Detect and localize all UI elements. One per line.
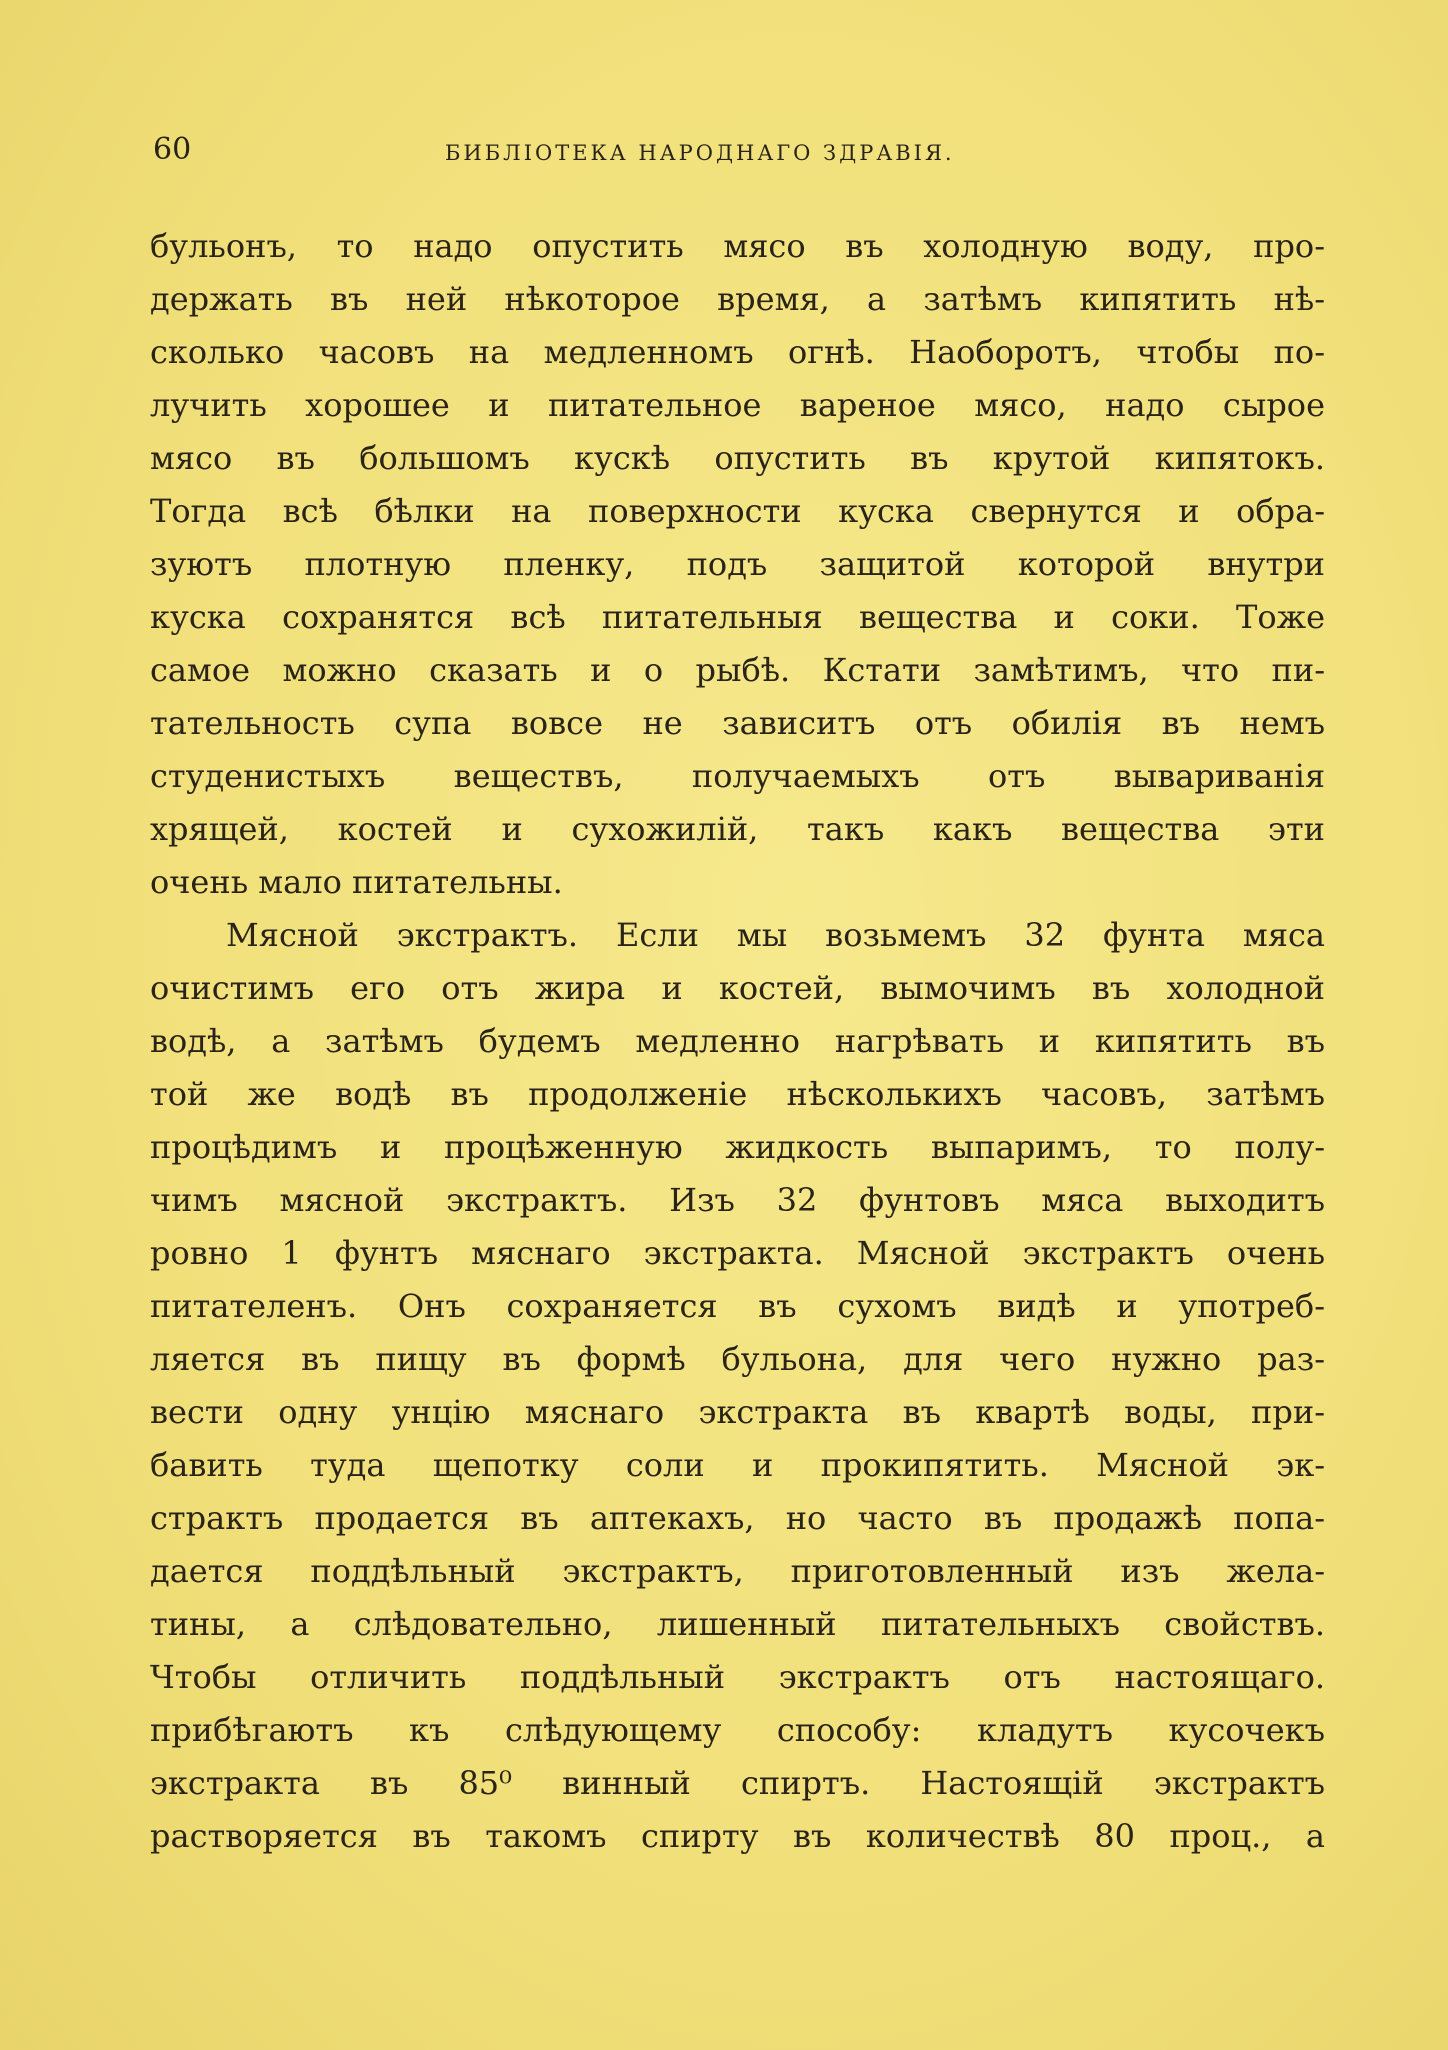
text-line: бульонъ, то надо опустить мясо въ холодную воду, про-: [150, 227, 1325, 265]
text-line: очистимъ его отъ жира и костей, вымочимъ въ холодной: [150, 969, 1325, 1007]
text-line: зуютъ плотную пленку, подъ защитой которой внутри: [150, 545, 1325, 583]
paragraph-2: [150, 909, 1325, 1863]
page-number: 60: [153, 132, 192, 167]
paragraph-1: [150, 220, 1325, 909]
text-line: бавить туда щепотку соли и прокипятить. Мясной эк-: [150, 1446, 1325, 1484]
text-line: тательность супа вовсе не зависитъ отъ обилія въ немъ: [150, 704, 1325, 742]
text-line: процѣдимъ и процѣженную жидкость выпаримъ, то полу-: [150, 1128, 1325, 1166]
text-line: самое можно сказать и о рыбѣ. Кстати замѣтимъ, что пи-: [150, 651, 1325, 689]
text-line: питателенъ. Онъ сохраняется въ сухомъ видѣ и употреб-: [150, 1287, 1325, 1325]
text-line: тины, а слѣдовательно, лишенный питательныхъ свойствъ.: [150, 1605, 1325, 1643]
text-line: очень мало питательны.: [150, 863, 563, 901]
text-line: хрящей, костей и сухожилій, такъ какъ вещества эти: [150, 810, 1325, 848]
text-line: прибѣгаютъ къ слѣдующему способу: кладутъ кусочекъ: [150, 1711, 1325, 1749]
text-line: лучить хорошее и питательное вареное мясо, надо сырое: [150, 386, 1325, 424]
text-line: куска сохранятся всѣ питательныя вещества и соки. Тоже: [150, 598, 1325, 636]
text-line: растворяется въ такомъ спирту въ количествѣ 80 проц., а: [150, 1817, 1325, 1855]
text-line: студенистыхъ веществъ, получаемыхъ отъ вывариванія: [150, 757, 1325, 795]
text-line: водѣ, а затѣмъ будемъ медленно нагрѣвать и кипятить въ: [150, 1022, 1325, 1060]
text-line: страктъ продается въ аптекахъ, но часто въ продажѣ попа-: [150, 1499, 1325, 1537]
text-line: Чтобы отличить поддѣльный экстрактъ отъ настоящаго.: [150, 1658, 1325, 1696]
text-line: чимъ мясной экстрактъ. Изъ 32 фунтовъ мяса выходитъ: [150, 1181, 1325, 1219]
text-line: держать въ ней нѣкоторое время, а затѣмъ кипятить нѣ-: [150, 280, 1325, 318]
body-text: [150, 220, 1325, 1863]
page-header: [150, 130, 1350, 180]
text-line: мясо въ большомъ кускѣ опустить въ крутой кипятокъ.: [150, 439, 1325, 477]
text-line: той же водѣ въ продолженіе нѣсколькихъ часовъ, затѣмъ: [150, 1075, 1325, 1113]
text-line: сколько часовъ на медленномъ огнѣ. Наоборотъ, чтобы по-: [150, 333, 1325, 371]
text-line: ляется въ пищу въ формѣ бульона, для чего нужно раз-: [150, 1340, 1325, 1378]
text-line: экстракта въ 85⁰ винный спиртъ. Настоящій экстрактъ: [150, 1764, 1325, 1802]
text-line: Тогда всѣ бѣлки на поверхности куска свернутся и обра-: [150, 492, 1325, 530]
text-line: Мясной экстрактъ. Если мы возьмемъ 32 фунта мяса: [226, 916, 1325, 954]
text-line: дается поддѣльный экстрактъ, приготовленный изъ жела-: [150, 1552, 1325, 1590]
text-line: вести одну унцію мяснаго экстракта въ квартѣ воды, при-: [150, 1393, 1325, 1431]
running-head: БИБЛІОТЕКА НАРОДНАГО ЗДРАВІЯ.: [445, 141, 955, 165]
text-line: ровно 1 фунтъ мяснаго экстракта. Мясной экстрактъ очень: [150, 1234, 1325, 1272]
